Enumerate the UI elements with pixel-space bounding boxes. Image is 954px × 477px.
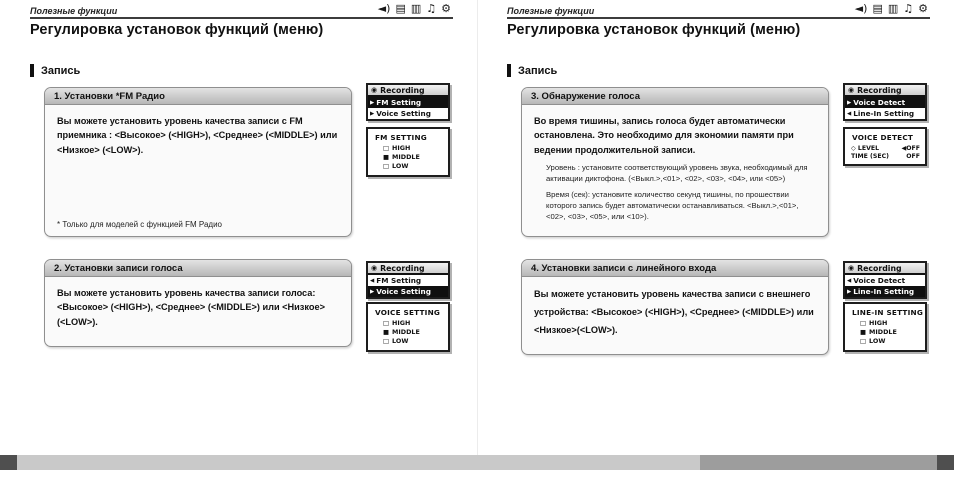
lcd-menu-screen-line-in [843,261,927,299]
info-box-body: Во время тишины, запись голоса будет автоматически остановлена. Это необходимо для экономии памяти при ведении продолжительной записи. [534,116,794,155]
cursor-icon: ▶ [370,110,375,117]
section-marker [507,64,511,77]
checkbox-icon: ■ [383,152,390,161]
footer-bar [0,455,954,470]
info-box-heading: 4. Установки записи с линейного входа [522,260,828,277]
lcd-option-label: MIDDLE [869,327,897,336]
lcd-menu-title: Recording [380,263,425,273]
lcd-row-value: OFF [906,153,920,160]
info-box-body: Вы можете установить уровень качества записи с внешнего устройства: <Высокое> (<HIGH>), <Среднее> (<MIDDLE>) или <Низкое>(<LOW>). [534,289,814,335]
manual-page-right [477,0,954,477]
info-box-body: Вы можете установить уровень качества записи голоса: <Высокое> (<HIGH>), <Среднее> (<MIDDLE>) или <Низкое> (<LOW>). [57,288,325,327]
files-icon: ▥ [410,2,422,15]
page-title: Регулировка установок функций (меню) [507,22,801,38]
info-box-note-level: Уровень : установите соответствующий уровень звука, необходимый для активации диктофона. (<Выкл.>,<01>, <02>, <03>, <04>, или <05>) [546,162,808,183]
lcd-setting-screen-fm [366,127,450,177]
lcd-row-value: ◀OFF [901,145,920,152]
lcd-menu-header [845,263,925,275]
checkbox-icon: ■ [383,327,390,336]
lcd-menu-item-label: FM Setting [376,98,422,107]
footer-mid-segment [700,455,937,470]
page-eyebrow: Полезные функции [507,6,595,16]
lcd-menu-item-fm-setting [368,275,448,286]
lcd-option-label: LOW [392,161,409,170]
lcd-setting-title: VOICE SETTING [375,308,441,317]
cursor-icon: ◀ [370,277,375,284]
lcd-row-label: TIME (SEC) [851,153,889,160]
checkbox-icon: □ [860,336,867,345]
header-rule [30,17,453,19]
cursor-icon: ▶ [370,99,375,106]
music-icon: ♫ [903,2,914,15]
lcd-option-low [368,337,448,346]
lcd-menu-screen-voice [366,261,450,299]
lcd-option-high [368,319,448,328]
lcd-menu-item-line-in [845,286,925,297]
lcd-option-label: HIGH [392,319,411,327]
cursor-icon: ◀ [847,110,852,117]
lcd-row-label: ◇ LEVEL [851,145,880,152]
lcd-option-label: HIGH [869,319,888,327]
lcd-row-time [845,152,925,160]
lcd-option-low [368,162,448,171]
lcd-menu-title: Recording [857,85,902,95]
page-title: Регулировка установок функций (меню) [30,22,324,38]
lcd-option-label: LOW [869,336,886,345]
recording-icon: ◉ [848,264,855,272]
checkbox-icon: □ [860,319,867,327]
lcd-menu-header [368,263,448,275]
section-header [507,64,557,77]
checkbox-icon: □ [383,319,390,327]
info-box-voice-recording [44,259,352,347]
recording-icon: ◉ [371,86,378,94]
cursor-icon: ▶ [370,288,375,295]
lcd-menu-screen-fm [366,83,450,121]
lcd-setting-title: LINE-IN SETTING [852,308,924,317]
section-header [30,64,80,77]
header-icons [855,2,928,16]
header-rule [507,17,930,19]
lcd-menu-item-fm-setting [368,97,448,108]
cursor-icon: ▶ [847,288,852,295]
section-marker [30,64,34,77]
lcd-option-label: LOW [392,336,409,345]
page-eyebrow: Полезные функции [30,6,118,16]
gear-icon: ⚙ [918,2,928,15]
music-icon: ♫ [426,2,437,15]
speaker-icon: ◄) [854,2,868,15]
lcd-menu-item-label: Voice Setting [376,109,431,118]
info-box-heading: 3. Обнаружение голоса [522,88,828,105]
cursor-icon: ▶ [847,99,852,106]
lcd-menu-item-label: Line-In Setting [853,109,915,118]
info-box-fm-radio [44,87,352,237]
lcd-menu-item-label: Voice Detect [853,276,906,285]
lcd-menu-header [845,85,925,97]
info-box-body: Вы можете установить уровень качества записи с FM приемника : <Высокое> (<HIGH>), <Среднее> (<MIDDLE>) или <Низкое> (<LOW>). [57,116,338,155]
lcd-setting-screen-voice [366,302,450,352]
lcd-option-label: MIDDLE [392,152,420,161]
speaker-icon: ◄) [377,2,391,15]
section-label: Запись [518,64,558,77]
section-label: Запись [41,64,81,77]
gear-icon: ⚙ [441,2,451,15]
recording-icon: ◉ [371,264,378,272]
info-box-voice-detect [521,87,829,237]
lcd-option-middle [845,328,925,337]
footer-right-cap [937,455,954,470]
checkbox-icon: □ [383,144,390,152]
checkbox-icon: ■ [860,327,867,336]
lcd-option-middle [368,153,448,162]
info-box-heading: 2. Установки записи голоса [45,260,351,277]
lcd-menu-header [368,85,448,97]
lcd-setting-title: VOICE DETECT [852,133,914,142]
lcd-menu-item-line-in [845,108,925,119]
lcd-menu-item-voice-setting [368,108,448,119]
page-split-line [477,0,478,455]
lcd-option-label: MIDDLE [392,327,420,336]
lcd-row-level [845,144,925,152]
lcd-option-middle [368,328,448,337]
header-icons [378,2,451,16]
info-box-footnote: * Только для моделей с функцией FM Радио [57,220,222,229]
lcd-menu-item-label: FM Setting [376,276,422,285]
lcd-option-high [845,319,925,328]
lcd-menu-item-voice-detect [845,97,925,108]
footer-left-cap [0,455,17,470]
lcd-menu-screen-voice-detect [843,83,927,121]
checkbox-icon: □ [383,161,390,170]
folder-icon: ▤ [395,2,406,15]
lcd-menu-title: Recording [857,263,902,273]
lcd-menu-item-label: Voice Detect [853,98,906,107]
files-icon: ▥ [887,2,899,15]
lcd-menu-item-label: Voice Setting [376,287,431,296]
lcd-setting-screen-line-in [843,302,927,352]
lcd-menu-item-voice-detect [845,275,925,286]
lcd-menu-item-label: Line-In Setting [853,287,915,296]
footer-light-segment [17,455,700,470]
lcd-option-label: HIGH [392,144,411,152]
lcd-setting-screen-voice-detect [843,127,927,166]
folder-icon: ▤ [872,2,883,15]
lcd-setting-title: FM SETTING [375,133,427,142]
info-box-note-time: Время (сек): установите количество секунд тишины, по прошествии которого запись будет автоматически останавливаться. <Выкл.>,<01>, <02>, <03>, <05>, или <10>). [546,190,799,222]
lcd-option-high [368,144,448,153]
info-box-line-in [521,259,829,355]
checkbox-icon: □ [383,336,390,345]
lcd-menu-item-voice-setting [368,286,448,297]
recording-icon: ◉ [848,86,855,94]
lcd-option-low [845,337,925,346]
info-box-heading: 1. Установки *FM Радио [45,88,351,105]
lcd-menu-title: Recording [380,85,425,95]
cursor-icon: ◀ [847,277,852,284]
